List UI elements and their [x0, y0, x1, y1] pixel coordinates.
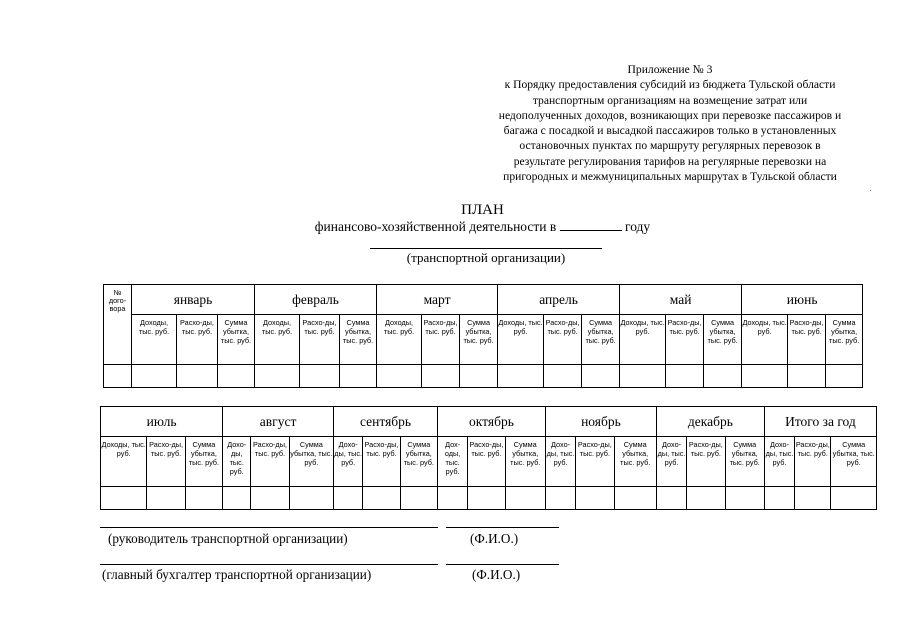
empty-cell: [582, 365, 620, 388]
column-header: Доходы, тыс. руб.: [498, 315, 544, 365]
column-header: Расхо-ды, тыс. руб.: [468, 437, 505, 487]
column-header: Сумма убытка, тыс. руб.: [614, 437, 656, 487]
column-header: Сумма убытка, тыс. руб.: [725, 437, 764, 487]
column-header: Сумма убытка, тыс. руб.: [400, 437, 437, 487]
plan-table-second-half: [100, 406, 877, 510]
column-header: Расхо-ды, тыс. руб.: [363, 437, 400, 487]
column-header: Расхо-ды, тыс. руб.: [422, 315, 460, 365]
table-row-empty: [101, 487, 877, 510]
column-header: Сумма убытка, тыс. руб.: [218, 315, 255, 365]
empty-cell: [185, 487, 222, 510]
column-header: Расхо-ды, тыс. руб.: [544, 315, 582, 365]
empty-cell: [505, 487, 545, 510]
empty-cell: [460, 365, 498, 388]
empty-cell: [104, 365, 132, 388]
appendix-line: к Порядку предоставления субсидий из бюджета Тульской области: [504, 78, 836, 92]
empty-cell: [363, 487, 400, 510]
column-header: Сумма убытка, тыс. руб.: [185, 437, 222, 487]
appendix-line: недополученных доходов, возникающих при перевозке пассажиров и: [498, 108, 842, 122]
column-header: Дохо-ды, тыс. руб.: [545, 437, 575, 487]
appendix-line: транспортным организациям на возмещение затрат или: [532, 93, 808, 107]
appendix-line: багажа с посадкой и высадкой пассажиров только в установленных: [503, 124, 837, 138]
column-header: Расхо-ды, тыс. руб.: [788, 315, 826, 365]
appendix-line: пригородных и межмуниципальных маршрутах в Тульской области: [503, 170, 837, 184]
head-signature-caption: (руководитель транспортной организации): [108, 531, 348, 546]
empty-cell: [132, 365, 177, 388]
empty-cell: [437, 487, 467, 510]
column-header: Сумма убытка, тыс. руб.: [505, 437, 545, 487]
column-header: Доходы, тыс. руб.: [620, 315, 666, 365]
empty-cell: [831, 487, 877, 510]
month-header: январь: [132, 285, 255, 315]
empty-cell: [656, 487, 686, 510]
head-fio-line: [446, 527, 559, 528]
accountant-signature-caption: (главный бухгалтер транспортной организации): [102, 567, 372, 582]
month-header: апрель: [498, 285, 620, 315]
month-header: февраль: [255, 285, 377, 315]
column-header: Сумма убытка, тыс. руб.: [340, 315, 377, 365]
empty-cell: [826, 365, 863, 388]
column-header: Сумма убытка, тыс. руб.: [289, 437, 333, 487]
accountant-fio-line: [446, 564, 559, 565]
empty-cell: [177, 365, 218, 388]
column-header: Доходы, тыс. руб.: [255, 315, 300, 365]
empty-cell: [666, 365, 704, 388]
appendix-line: Приложение № 3: [627, 63, 713, 76]
empty-cell: [340, 365, 377, 388]
column-header: Дохо-ды, тыс. руб.: [223, 437, 251, 487]
column-header: Сумма убытка, тыс. руб.: [460, 315, 498, 365]
empty-cell: [255, 365, 300, 388]
plan-subtitle: [30, 219, 905, 235]
empty-cell: [788, 365, 826, 388]
empty-cell: [468, 487, 505, 510]
empty-cell: [620, 365, 666, 388]
empty-cell: [545, 487, 575, 510]
empty-cell: [544, 365, 582, 388]
month-header: декабрь: [656, 407, 764, 437]
column-header: Расхо-ды, тыс. руб.: [251, 437, 289, 487]
month-header: август: [223, 407, 334, 437]
column-header: Расхо-ды, тыс. руб.: [666, 315, 704, 365]
empty-cell: [422, 365, 460, 388]
empty-cell: [334, 487, 363, 510]
empty-cell: [300, 365, 340, 388]
contract-number-header: № дого-вора: [104, 285, 132, 365]
empty-cell: [742, 365, 788, 388]
empty-cell: [251, 487, 289, 510]
empty-cell: [576, 487, 614, 510]
org-name-line: [370, 248, 602, 249]
empty-cell: [687, 487, 725, 510]
month-header: сентябрь: [334, 407, 438, 437]
column-header: Сумма убытка, тыс. руб.: [826, 315, 863, 365]
column-header: Расхо-ды, тыс. руб.: [687, 437, 725, 487]
head-signature-line: [100, 527, 438, 528]
empty-cell: [147, 487, 185, 510]
column-header: Сумма убытка, тыс. руб.: [831, 437, 877, 487]
appendix-header: [470, 62, 870, 184]
column-header: Доходы, тыс. руб.: [101, 437, 147, 487]
column-header: Сумма убытка, тыс. руб.: [582, 315, 620, 365]
appendix-line: результате регулирования тарифов на регулярные перевозки на: [513, 154, 827, 168]
accountant-fio-caption: (Ф.И.О.): [472, 567, 521, 582]
year-total-header: Итого за год: [764, 407, 876, 437]
column-header: Расхо-ды, тыс. руб.: [795, 437, 831, 487]
column-header: Доходы, тыс. руб.: [742, 315, 788, 365]
column-header: Расхо-ды, тыс. руб.: [147, 437, 185, 487]
empty-cell: [795, 487, 831, 510]
month-header: июль: [101, 407, 223, 437]
empty-cell: [289, 487, 333, 510]
month-header: июнь: [742, 285, 863, 315]
plan-title: ПЛАН: [461, 202, 504, 218]
empty-cell: [764, 487, 794, 510]
month-header: октябрь: [437, 407, 545, 437]
plan-subtitle-prefix: финансово-хозяйственной деятельности в: [314, 219, 557, 234]
column-header: Доходы, тыс. руб.: [132, 315, 177, 365]
empty-cell: [101, 487, 147, 510]
month-header: март: [377, 285, 498, 315]
month-header: ноябрь: [545, 407, 656, 437]
empty-cell: [498, 365, 544, 388]
column-header: Доходы, тыс. руб.: [377, 315, 422, 365]
column-header: Расхо-ды, тыс. руб.: [177, 315, 218, 365]
empty-cell: [725, 487, 764, 510]
plan-subtitle-suffix: году: [625, 219, 651, 234]
column-header: Дохо-ды, тыс. руб.: [334, 437, 363, 487]
column-header: Расхо-ды, тыс. руб.: [576, 437, 614, 487]
head-fio-caption: (Ф.И.О.): [470, 531, 519, 546]
column-header: Дохо-ды, тыс. руб.: [656, 437, 686, 487]
empty-cell: [377, 365, 422, 388]
column-header: Расхо-ды, тыс. руб.: [300, 315, 340, 365]
appendix-line: остановочных пунктах по маршруту регулярных перевозок в: [519, 139, 821, 153]
year-blank: [560, 219, 622, 231]
org-caption: (транспортной организации): [406, 250, 566, 265]
accountant-signature-line: [100, 564, 438, 565]
month-header: май: [620, 285, 742, 315]
empty-cell: [400, 487, 437, 510]
column-header: Дохо-ды, тыс. руб.: [764, 437, 794, 487]
empty-cell: [704, 365, 742, 388]
table-row-empty: [104, 365, 863, 388]
empty-cell: [218, 365, 255, 388]
empty-cell: [223, 487, 251, 510]
column-header: Дох-оды, тыс. руб.: [437, 437, 467, 487]
column-header: Сумма убытка, тыс. руб.: [704, 315, 742, 365]
empty-cell: [614, 487, 656, 510]
plan-table-first-half: [103, 284, 863, 388]
scan-speck: [870, 190, 871, 191]
